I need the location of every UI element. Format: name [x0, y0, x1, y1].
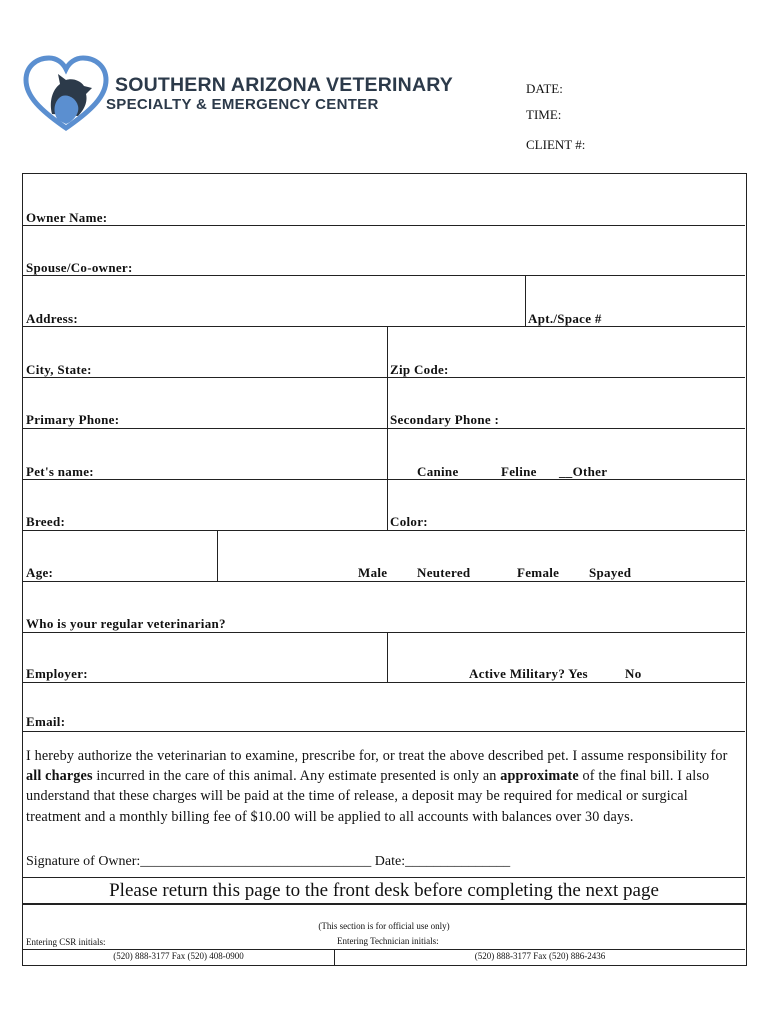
primary-phone-field[interactable]: Primary Phone: [26, 412, 120, 427]
return-instruction: Please return this page to the front desk before completing the next page [23, 877, 745, 902]
age-field[interactable]: Age: [26, 565, 54, 580]
regular-vet-field[interactable]: Who is your regular veterinarian? [26, 616, 226, 631]
color-field[interactable]: Color: [390, 514, 428, 529]
row-divider [23, 377, 745, 378]
row-divider [23, 581, 745, 582]
employer-field[interactable]: Employer: [26, 666, 88, 681]
male-option[interactable]: Male [358, 565, 388, 580]
client-number-label: CLIENT #: [526, 137, 586, 152]
client-intake-form [22, 173, 747, 904]
row-divider [23, 479, 745, 480]
clinic-logo [22, 54, 472, 134]
row-divider [23, 326, 745, 327]
row-divider [23, 225, 745, 226]
neutered-option[interactable]: Neutered [417, 565, 471, 580]
secondary-phone-field[interactable]: Secondary Phone : [390, 412, 500, 427]
auth-bold-text: approximate [500, 768, 579, 785]
row-divider [23, 428, 745, 429]
canine-option[interactable]: Canine [417, 464, 459, 479]
active-military-no-option[interactable]: No [625, 666, 642, 681]
phone-fax-right: (520) 888-3177 Fax (520) 886-2436 [474, 951, 606, 961]
pet-name-field[interactable]: Pet's name: [26, 464, 94, 479]
row-divider [23, 731, 745, 732]
row-divider [23, 682, 745, 683]
column-divider [525, 275, 526, 326]
row-divider [23, 632, 745, 633]
address-field[interactable]: Address: [26, 311, 79, 326]
email-field[interactable]: Email: [26, 714, 66, 729]
auth-text: incurred in the care of this animal. Any estimate presented is only an [92, 768, 501, 785]
auth-text: of the final bill. I also understand that these charges will be paid at the time of release, a deposit may be required for medical or surgical treatment and a monthly billing fee of $10.00 will be applied to all accounts with balances over 30 days. [26, 768, 710, 825]
zip-code-field[interactable]: Zip Code: [390, 362, 449, 377]
technician-initials-field[interactable]: Entering Technician initials: [337, 936, 439, 946]
authorization-statement [26, 746, 742, 827]
logo-title-line1: SOUTHERN ARIZONA VETERINARY [115, 74, 453, 96]
spayed-option[interactable]: Spayed [589, 565, 632, 580]
auth-bold-text: all charges [26, 768, 93, 785]
csr-initials-field[interactable]: Entering CSR initials: [26, 937, 106, 947]
row-divider [23, 530, 745, 531]
heart-pet-logo-icon [22, 54, 110, 134]
auth-text: I hereby authorize the veterinarian to examine, prescribe for, or treat the above described pet. I assume responsibility for [26, 748, 728, 764]
other-option[interactable]: __Other [559, 464, 608, 479]
city-state-field[interactable]: City, State: [26, 362, 92, 377]
column-divider [217, 530, 218, 581]
date-label: DATE: [526, 81, 563, 96]
phone-footer [23, 949, 745, 964]
feline-option[interactable]: Feline [501, 464, 537, 479]
logo-title-line2: SPECIALTY & EMERGENCY CENTER [106, 96, 379, 113]
signature-line[interactable]: Signature of Owner:_________________________________ Date:_______________ [26, 854, 511, 869]
official-use-note: (This section is for official use only) [318, 921, 450, 931]
female-option[interactable]: Female [517, 565, 560, 580]
time-label: TIME: [526, 107, 562, 122]
column-divider [387, 632, 388, 682]
spouse-field[interactable]: Spouse/Co-owner: [26, 260, 133, 275]
apt-space-field[interactable]: Apt./Space # [528, 311, 602, 326]
phone-fax-left: (520) 888-3177 Fax (520) 408-0900 [113, 951, 244, 961]
breed-field[interactable]: Breed: [26, 514, 66, 529]
active-military-yes-option[interactable]: Active Military? Yes [469, 666, 588, 681]
column-divider [387, 479, 388, 530]
official-use-section [22, 904, 747, 966]
owner-name-field[interactable]: Owner Name: [26, 210, 108, 225]
